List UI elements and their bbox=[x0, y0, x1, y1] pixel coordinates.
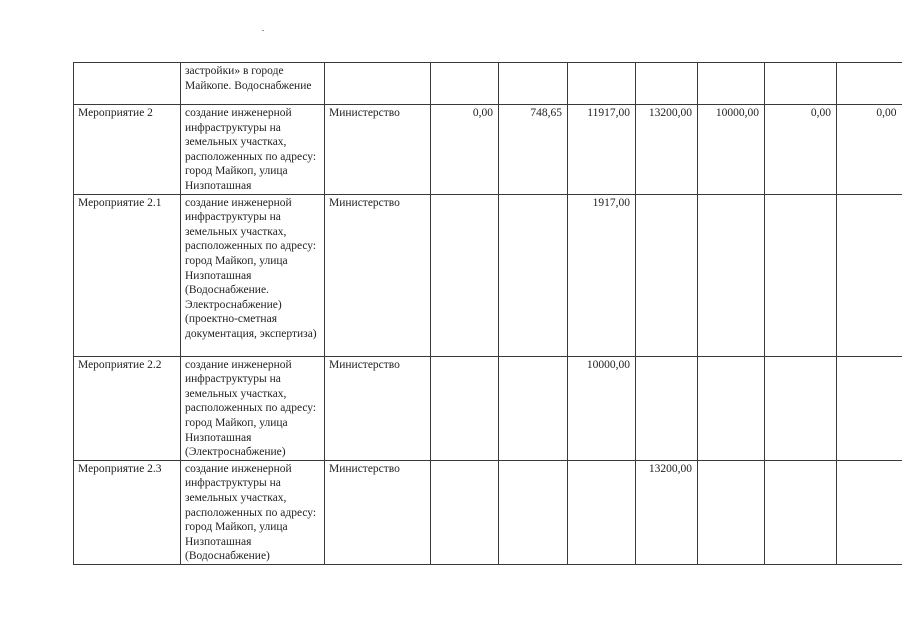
value-cell bbox=[698, 356, 765, 460]
value-cell: 748,65 bbox=[499, 105, 568, 195]
description-cell: создание инженерной инфраструктуры на земельных участках, расположенных по адресу: город Майкоп, улица Низпоташная (Водоснабжение. Электроснабжение) (проектно-сметная документация, экспертиза) bbox=[181, 194, 325, 356]
value-cell bbox=[499, 194, 568, 356]
value-cell bbox=[431, 63, 499, 105]
value-cell bbox=[765, 63, 837, 105]
value-cell bbox=[636, 356, 698, 460]
executor-cell: Министерство bbox=[325, 105, 431, 195]
value-cell bbox=[698, 460, 765, 564]
program-activities-table bbox=[73, 62, 902, 565]
table-row bbox=[74, 194, 902, 356]
value-cell bbox=[636, 63, 698, 105]
description-cell: создание инженерной инфраструктуры на земельных участках, расположенных по адресу: город Майкоп, улица Низпоташная bbox=[181, 105, 325, 195]
value-cell bbox=[698, 63, 765, 105]
value-cell: 1917,00 bbox=[568, 194, 636, 356]
scan-speck bbox=[262, 30, 264, 31]
event-cell: Мероприятие 2 bbox=[74, 105, 181, 195]
table-row bbox=[74, 63, 902, 105]
value-cell bbox=[698, 194, 765, 356]
description-cell: создание инженерной инфраструктуры на земельных участках, расположенных по адресу: город Майкоп, улица Низпоташная (Водоснабжение) bbox=[181, 460, 325, 564]
value-cell bbox=[499, 356, 568, 460]
value-cell bbox=[837, 63, 902, 105]
description-cell: застройки» в городе Майкопе. Водоснабжение bbox=[181, 63, 325, 105]
executor-cell: Министерство bbox=[325, 460, 431, 564]
value-cell: 0,00 bbox=[765, 105, 837, 195]
executor-cell: Министерство bbox=[325, 356, 431, 460]
value-cell: 13200,00 bbox=[636, 105, 698, 195]
table-row bbox=[74, 105, 902, 195]
executor-cell: Министерство bbox=[325, 194, 431, 356]
table-row bbox=[74, 460, 902, 564]
value-cell bbox=[837, 356, 902, 460]
value-cell: 10000,00 bbox=[568, 356, 636, 460]
event-cell: Мероприятие 2.1 bbox=[74, 194, 181, 356]
value-cell bbox=[636, 194, 698, 356]
event-cell: Мероприятие 2.3 bbox=[74, 460, 181, 564]
value-cell: 13200,00 bbox=[636, 460, 698, 564]
value-cell: 0,00 bbox=[837, 105, 902, 195]
value-cell bbox=[568, 460, 636, 564]
table-row bbox=[74, 356, 902, 460]
value-cell bbox=[431, 460, 499, 564]
value-cell bbox=[499, 63, 568, 105]
value-cell bbox=[765, 194, 837, 356]
event-cell bbox=[74, 63, 181, 105]
value-cell bbox=[837, 194, 902, 356]
value-cell bbox=[765, 460, 837, 564]
executor-cell bbox=[325, 63, 431, 105]
value-cell bbox=[499, 460, 568, 564]
value-cell bbox=[765, 356, 837, 460]
value-cell: 10000,00 bbox=[698, 105, 765, 195]
description-cell: создание инженерной инфраструктуры на земельных участках, расположенных по адресу: город Майкоп, улица Низпоташная (Электроснабжение) bbox=[181, 356, 325, 460]
value-cell: 0,00 bbox=[431, 105, 499, 195]
value-cell: 11917,00 bbox=[568, 105, 636, 195]
value-cell bbox=[431, 194, 499, 356]
value-cell bbox=[837, 460, 902, 564]
value-cell bbox=[568, 63, 636, 105]
event-cell: Мероприятие 2.2 bbox=[74, 356, 181, 460]
value-cell bbox=[431, 356, 499, 460]
